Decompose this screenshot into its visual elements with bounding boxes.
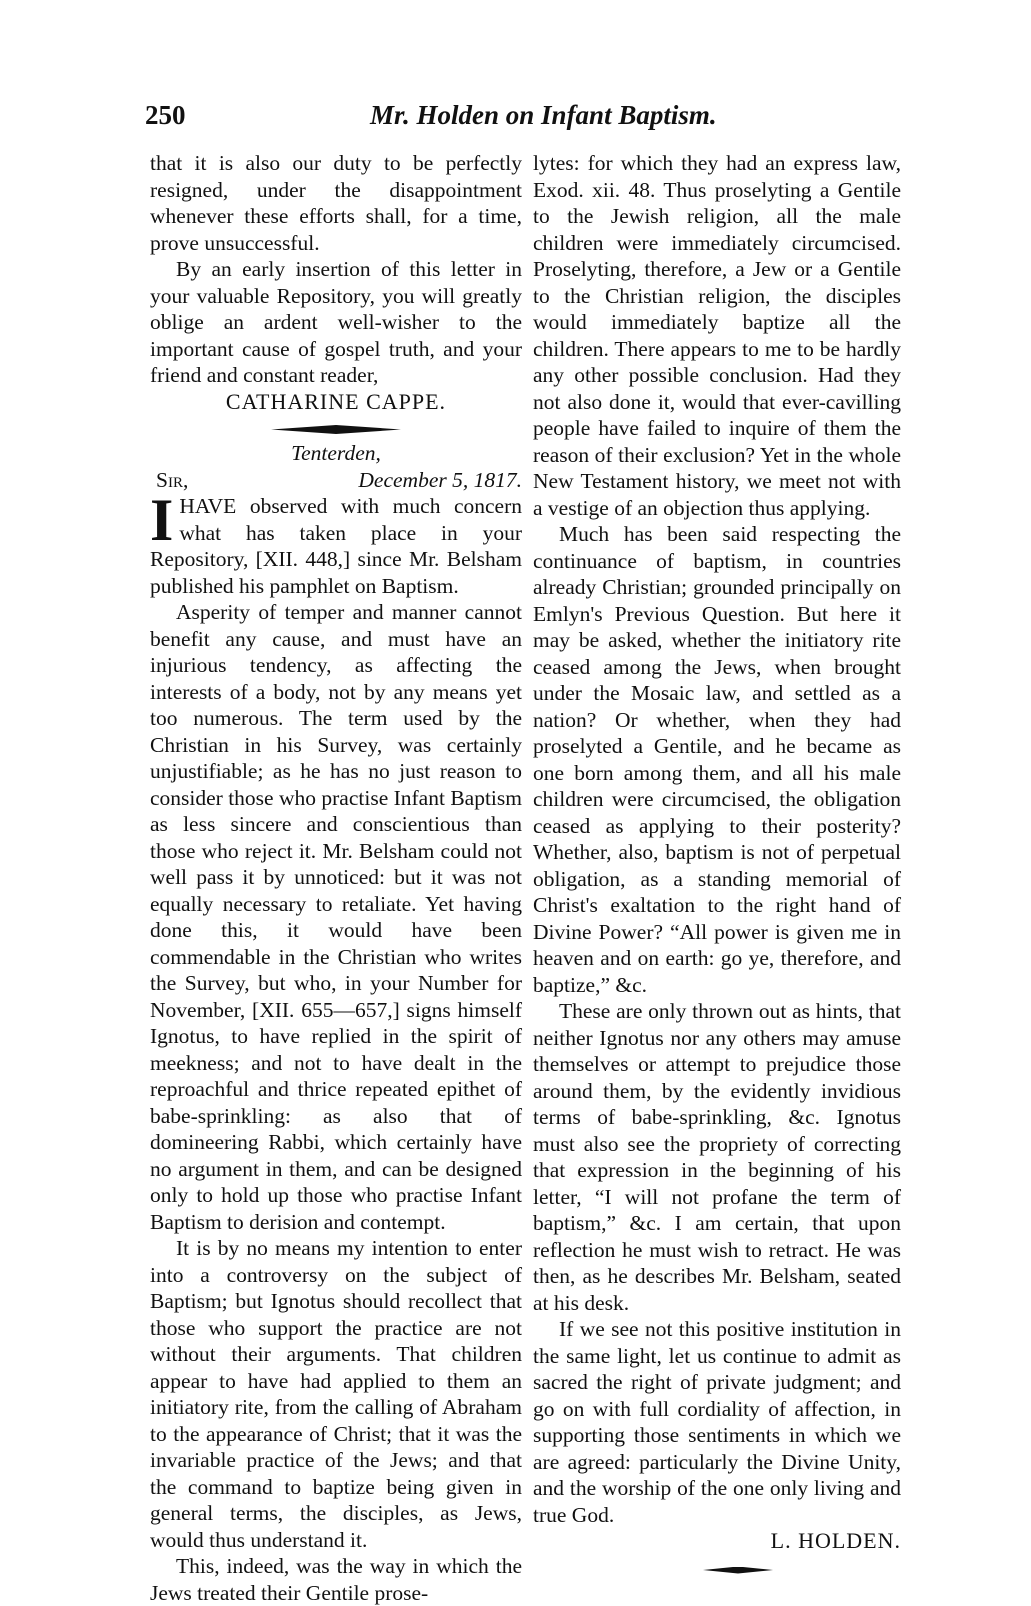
- closing-request: By an early insertion of this letter in your valuable Repository, you will greatly oblige an ardent well-wisher to the important cause of gospel truth, and your friend and constant reader,: [150, 257, 522, 387]
- letter-intro-continuation: that it is also our duty to be perfectly resigned, under the disappointment whenever these efforts shall, for a time, prove unsuccessful.: [150, 151, 522, 255]
- page-number: 250: [145, 100, 186, 130]
- right-column: [533, 150, 901, 1574]
- paragraph-conclusion: If we see not this positive institution in the same light, let us continue to admit as sacred the right of private judgment; and go on with full cordiality of affection, in supporting those sentiments in which we are agreed: particularly the Divine Unity, and the worship of the one only living and true God.: [533, 1317, 901, 1527]
- end-divider: [703, 1567, 773, 1574]
- opening-text: HAVE observed with much concern what has taken place in your Repository, [XII. 448,] since Mr. Belsham published his pamphlet on Baptism.: [150, 494, 522, 598]
- opening-paragraph: [150, 487, 522, 599]
- running-title: Mr. Holden on Infant Baptism.: [370, 100, 717, 130]
- left-column: [150, 150, 522, 1606]
- salutation-row: [150, 467, 522, 494]
- page-header: [145, 100, 885, 140]
- paragraph-proselytes-continuation: lytes: for which they had an express law, Exod. xii. 48. Thus proselyting a Gentile to the Jewish religion, all the male children were immediately circumcised. Proselyting, therefore, a Jew or a Gentile to the Christian religion, the disciples would immediately baptize all the children. There appears to me to be hardly any other possible conclusion. Had they not also done it, would that ever-cavilling people have failed to inquire of them the reason of their exclusion? Yet in the whole New Testament history, we meet not with a vestige of an objection thus applying.: [533, 151, 901, 520]
- paragraph-asperity: Asperity of temper and manner cannot benefit any cause, and must have an injurious tendency, as affecting the interests of a body, not by any means yet too numerous. The term used by the Christian in his Survey, was certainly unjustifiable; as he has no just reason to consider those who practise Infant Baptism as less sincere and conscientious than those who reject it. Mr. Belsham could not well pass it by unnoticed: but it was not equally necessary to retaliate. Yet having done this, it would have been commendable in the Christian who writes the Survey, but who, in your Number for November, [XII. 655—657,] signs himself Ignotus, to have replied in the spirit of meekness; and not to have dealt in the reproachful and thrice repeated epithet of babe-sprinkling: as also that of domineering Rabbi, which certainly have no argument in them, and can be designed only to hold up those who practise Infant Baptism to derision and contempt.: [150, 600, 522, 1234]
- signature-cappe: CATHARINE CAPPE.: [225, 388, 447, 414]
- letter-date: December 5, 1817.: [358, 467, 522, 492]
- section-divider: [271, 425, 401, 434]
- letter-place: Tenterden,: [291, 441, 381, 465]
- paragraph-hints: These are only thrown out as hints, that neither Ignotus nor any others may amuse themselves or attempt to prejudice those around them, by the evidently invidious terms of babe-sprinkling, &c. Ignotus must also see the propriety of correcting that expression in the beginning of his letter, “I will not profane the term of baptism,” &c. I am certain, that upon reflection he must wish to retract. He was then, as he describes Mr. Belsham, seated at his desk.: [533, 999, 901, 1315]
- paragraph-controversy: It is by no means my intention to enter into a controversy on the subject of Baptism; but Ignotus should recollect that those who support the practice are not without their arguments. That children appear to have had applied to them an initiatory rite, from the calling of Abraham to the appearance of Christ; that it was the invariable practice of the Jews; and that the command to baptize being given in general terms, the disciples, as Jews, would thus understand it.: [150, 1236, 522, 1552]
- salutation: Sir,: [156, 467, 189, 492]
- paragraph-continuance: Much has been said respecting the continuance of baptism, in countries already Christian; grounded principally on Emlyn's Previous Question. But here it may be asked, whether the initiatory rite ceased among the Jews, when brought under the Mosaic law, and settled as a nation? Or whether, when they had proselyted a Gentile, and he became as one born among them, and all his male children were circumcised, the obligation ceased as applying to their posterity? Whether, also, baptism is not of perpetual obligation, as a standing memorial of Christ's exaltation to the right hand of Divine Power? “All power is given me in heaven and on earth: go ye, therefore, and baptize,” &c.: [533, 522, 901, 997]
- drop-cap: I: [150, 487, 174, 553]
- signature-holden: L. HOLDEN.: [770, 1528, 901, 1553]
- paragraph-proselytes: This, indeed, was the way in which the Jews treated their Gentile prose-: [150, 1554, 522, 1605]
